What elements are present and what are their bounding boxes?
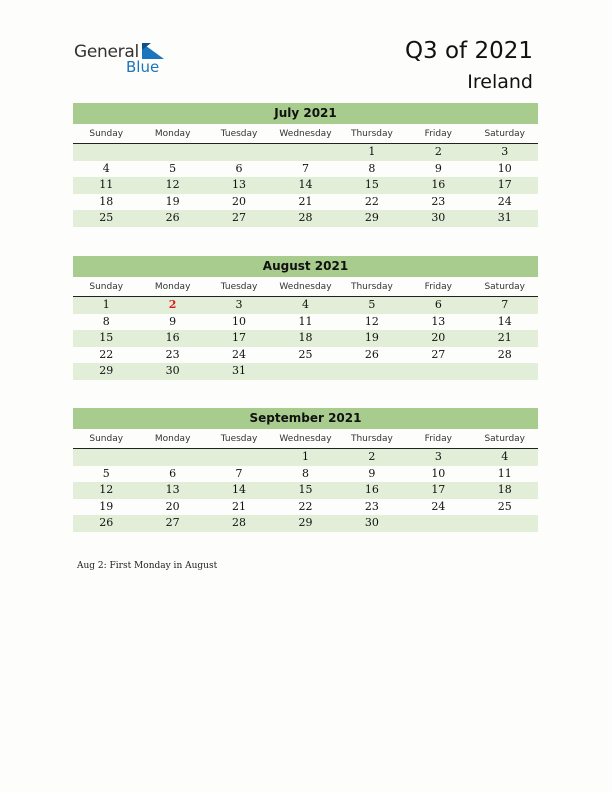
day-cell: 19 (364, 331, 379, 344)
day-cell: 22 (298, 499, 313, 513)
logo-word-general: General (74, 42, 139, 62)
weekday-label: Tuesday (220, 282, 258, 292)
week-row (73, 347, 538, 364)
day-cell (139, 449, 205, 466)
day-cell: 8 (301, 466, 309, 480)
weekday-header-row (73, 279, 538, 297)
day-cell: 15 (298, 483, 313, 496)
day-cell: 30 (165, 364, 180, 377)
week-row (73, 482, 538, 499)
day-cell: 10 (232, 314, 247, 328)
day-cell (73, 144, 139, 161)
day-cell: 29 (99, 364, 114, 377)
month-title: July 2021 (73, 103, 538, 124)
day-cell: 12 (364, 314, 379, 328)
week-row (73, 515, 538, 532)
day-cell: 1 (301, 450, 309, 463)
weekday-label: Sunday (89, 434, 124, 444)
month-calendar (73, 256, 538, 380)
weekday-label: Tuesday (220, 434, 258, 444)
week-row (73, 194, 538, 211)
day-cell: 16 (165, 331, 180, 344)
day-cell: 11 (99, 178, 114, 191)
day-cell: 9 (434, 161, 442, 175)
day-cell: 10 (497, 161, 512, 175)
day-cell: 21 (497, 331, 512, 344)
day-cell: 9 (368, 466, 376, 480)
day-cell: 8 (102, 314, 110, 328)
day-cell: 3 (501, 145, 509, 158)
day-cell: 29 (364, 211, 379, 224)
day-cell: 24 (431, 499, 446, 513)
weekday-label: Monday (154, 282, 191, 292)
weekday-label: Sunday (89, 282, 124, 292)
day-cell: 20 (165, 499, 180, 513)
day-cell: 18 (99, 194, 114, 208)
weekday-label: Thursday (350, 434, 393, 444)
day-cell: 10 (431, 466, 446, 480)
day-cell (405, 515, 471, 532)
day-cell (272, 363, 338, 380)
week-row (73, 297, 538, 314)
weekday-label: Friday (424, 434, 452, 444)
weekday-label: Thursday (350, 129, 393, 139)
day-cell (339, 363, 405, 380)
day-cell: 27 (431, 347, 446, 361)
day-cell: 17 (431, 483, 446, 496)
day-cell (272, 144, 338, 161)
day-cell: 26 (364, 347, 379, 361)
day-cell: 1 (102, 298, 110, 311)
day-cell (472, 515, 538, 532)
day-cell: 8 (368, 161, 376, 175)
week-row (73, 449, 538, 466)
day-cell: 3 (434, 450, 442, 463)
month-title: September 2021 (73, 408, 538, 429)
day-cell: 13 (431, 314, 446, 328)
day-cell: 2 (368, 450, 376, 463)
day-cell: 17 (497, 178, 512, 191)
day-cell: 14 (497, 314, 512, 328)
day-cell: 20 (431, 331, 446, 344)
day-cell: 4 (501, 450, 509, 463)
week-row (73, 161, 538, 178)
day-cell (472, 363, 538, 380)
day-cell: 4 (102, 161, 110, 175)
day-cell (139, 144, 205, 161)
day-cell: 28 (298, 211, 313, 224)
day-cell: 3 (235, 298, 243, 311)
week-row (73, 210, 538, 227)
day-cell: 12 (99, 483, 114, 496)
week-row (73, 177, 538, 194)
week-row (73, 314, 538, 331)
day-cell: 16 (364, 483, 379, 496)
day-cell: 27 (232, 211, 247, 224)
day-cell: 26 (99, 516, 114, 529)
month-calendar (73, 103, 538, 227)
day-cell: 14 (298, 178, 313, 191)
day-cell: 18 (298, 331, 313, 344)
day-cell: 31 (232, 364, 247, 377)
day-cell: 20 (232, 194, 247, 208)
weekday-label: Monday (154, 434, 191, 444)
day-cell: 14 (232, 483, 247, 496)
day-cell: 16 (431, 178, 446, 191)
day-cell: 11 (497, 466, 512, 480)
day-cell: 21 (298, 194, 313, 208)
day-cell: 23 (431, 194, 446, 208)
weekday-label: Friday (424, 282, 452, 292)
day-cell: 17 (232, 331, 247, 344)
day-cell: 30 (364, 516, 379, 529)
weekday-label: Saturday (484, 282, 526, 292)
day-cell: 26 (165, 211, 180, 224)
week-row (73, 499, 538, 516)
day-cell: 12 (165, 178, 180, 191)
country-name: Ireland (467, 71, 533, 93)
day-cell: 21 (232, 499, 247, 513)
day-cell: 18 (497, 483, 512, 496)
brand-logo (74, 42, 174, 78)
logo-word-blue: Blue (126, 58, 160, 76)
day-cell (405, 363, 471, 380)
weekday-label: Saturday (484, 434, 526, 444)
day-cell: 25 (497, 499, 512, 513)
day-cell: 25 (99, 211, 114, 224)
day-cell (206, 144, 272, 161)
week-row (73, 466, 538, 483)
logo-triangle-icon (142, 43, 164, 59)
day-cell: 13 (165, 483, 180, 496)
day-cell: 15 (99, 331, 114, 344)
weekday-label: Friday (424, 129, 452, 139)
day-cell (206, 449, 272, 466)
day-cell: 29 (298, 516, 313, 529)
day-cell: 6 (169, 466, 177, 480)
day-cell: 11 (298, 314, 313, 328)
day-cell: 5 (102, 466, 110, 480)
day-cell: 2 (434, 145, 442, 158)
weekday-label: Sunday (89, 129, 124, 139)
day-cell: 30 (431, 211, 446, 224)
day-cell: 13 (232, 178, 247, 191)
day-cell: 15 (364, 178, 379, 191)
day-cell: 19 (99, 499, 114, 513)
holiday-note: Aug 2: First Monday in August (77, 561, 218, 571)
day-cell: 6 (235, 161, 243, 175)
month-calendar (73, 408, 538, 532)
day-cell: 23 (364, 499, 379, 513)
day-cell: 22 (364, 194, 379, 208)
holiday-day-cell: 2 (168, 298, 177, 311)
day-cell: 28 (232, 516, 247, 529)
day-cell: 22 (99, 347, 114, 361)
weekday-label: Tuesday (220, 129, 258, 139)
day-cell: 6 (434, 298, 442, 311)
day-cell: 24 (232, 347, 247, 361)
day-cell: 25 (298, 347, 313, 361)
weekday-label: Thursday (350, 282, 393, 292)
week-row (73, 363, 538, 380)
day-cell: 28 (497, 347, 512, 361)
day-cell: 5 (169, 161, 177, 175)
day-cell: 7 (301, 161, 309, 175)
day-cell: 31 (497, 211, 512, 224)
week-row (73, 330, 538, 347)
day-cell (73, 449, 139, 466)
page-title: Q3 of 2021 (404, 38, 533, 64)
weekday-label: Monday (154, 129, 191, 139)
day-cell: 24 (497, 194, 512, 208)
month-title: August 2021 (73, 256, 538, 277)
weekday-label: Wednesday (279, 129, 332, 139)
weekday-label: Saturday (484, 129, 526, 139)
day-cell: 19 (165, 194, 180, 208)
day-cell: 27 (165, 516, 180, 529)
weekday-label: Wednesday (279, 282, 332, 292)
day-cell: 23 (165, 347, 180, 361)
weekday-label: Wednesday (279, 434, 332, 444)
day-cell: 5 (368, 298, 376, 311)
day-cell: 7 (235, 466, 243, 480)
day-cell: 7 (501, 298, 509, 311)
day-cell: 9 (169, 314, 177, 328)
week-row (73, 144, 538, 161)
weekday-header-row (73, 126, 538, 144)
day-cell: 1 (368, 145, 376, 158)
day-cell: 4 (301, 298, 309, 311)
weekday-header-row (73, 431, 538, 449)
